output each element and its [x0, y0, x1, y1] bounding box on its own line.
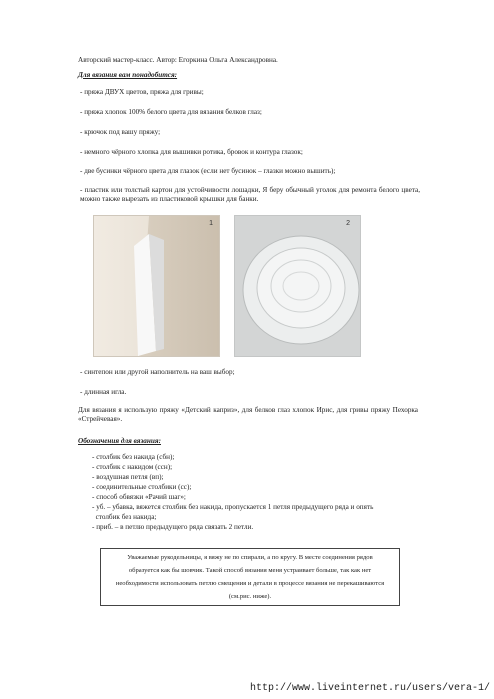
intro-line: Авторский мастер-класс. Автор: Егоркина Ольга Александровна. [78, 56, 278, 64]
notice-line: необходимости использовать петлю смещения и детали в процессе вязания не перекашиваются [115, 580, 385, 587]
material-item: - пряжа ДВУХ цветов, пряжа для гривы; [80, 88, 204, 96]
material-item: - две бусинки чёрного цвета для глазок (если нет бусинок – глазки можно вышить); [80, 167, 336, 175]
yarn-note: Для вязания я использую пряжу «Детский каприз», для белков глаз хлопок Ирис, для гривы пряжу Пехорка «Стрейчевая». [78, 406, 418, 423]
notation-item: - столбик без накида (сбн); [92, 453, 175, 461]
notation-heading: Обозначения для вязания: [78, 437, 161, 445]
plastic-lid-image [235, 216, 360, 356]
plastic-lid-photo [234, 215, 361, 357]
corner-profile-image [94, 216, 219, 356]
source-url[interactable]: http://www.liveinternet.ru/users/vera-1/ [249, 683, 490, 694]
notice-box [100, 548, 400, 606]
material-item: - синтепон или другой наполнитель на ваш выбор; [80, 368, 235, 376]
notation-item: - соединительные столбики (сс); [92, 483, 192, 491]
photo-number: 2 [346, 220, 350, 227]
notice-line: Уважаемые рукодельницы, я вяжу не по спирали, а по кругу. В месте соединения рядов [127, 554, 373, 561]
notice-line: (см.рис. ниже). [228, 593, 272, 600]
plastic-note: - пластик или толстый картон для устойчивости лошадки, Я беру обычный уголок для ремонта белого цвета, можно также вырезать из пластиковой крышки для банки. [80, 186, 420, 203]
notice-line: образуется как бы шовчик. Такой способ вязания меня устраивает больше, так как нет [128, 567, 372, 574]
materials-heading: Для вязания вам понадобится: [78, 71, 178, 79]
notation-item: - столбик с накидом (ссн); [92, 463, 173, 471]
material-item: - немного чёрного хлопка для вышивки ротика, бровок и контура глазок; [80, 148, 303, 156]
material-item: - длинная игла. [80, 388, 127, 396]
notation-item: - способ обвязки «Рачий шаг»; [92, 493, 186, 501]
corner-profile-photo [93, 215, 220, 357]
notation-item: - воздушная петля (вп); [92, 473, 164, 481]
notation-item: столбик без накида; [92, 513, 157, 521]
notation-item: - уб. – убавка, вяжется столбик без накида, пропускается 1 петля предыдущего ряда и опять [92, 503, 374, 511]
notation-item: - приб. – в петлю предыдущего ряда связать 2 петли. [92, 523, 254, 531]
material-item: - пряжа хлопок 100% белого цвета для вязания белков глаз; [80, 108, 262, 116]
material-item: - крючок под вашу пряжу; [80, 128, 161, 136]
photo-number: 1 [209, 220, 213, 227]
